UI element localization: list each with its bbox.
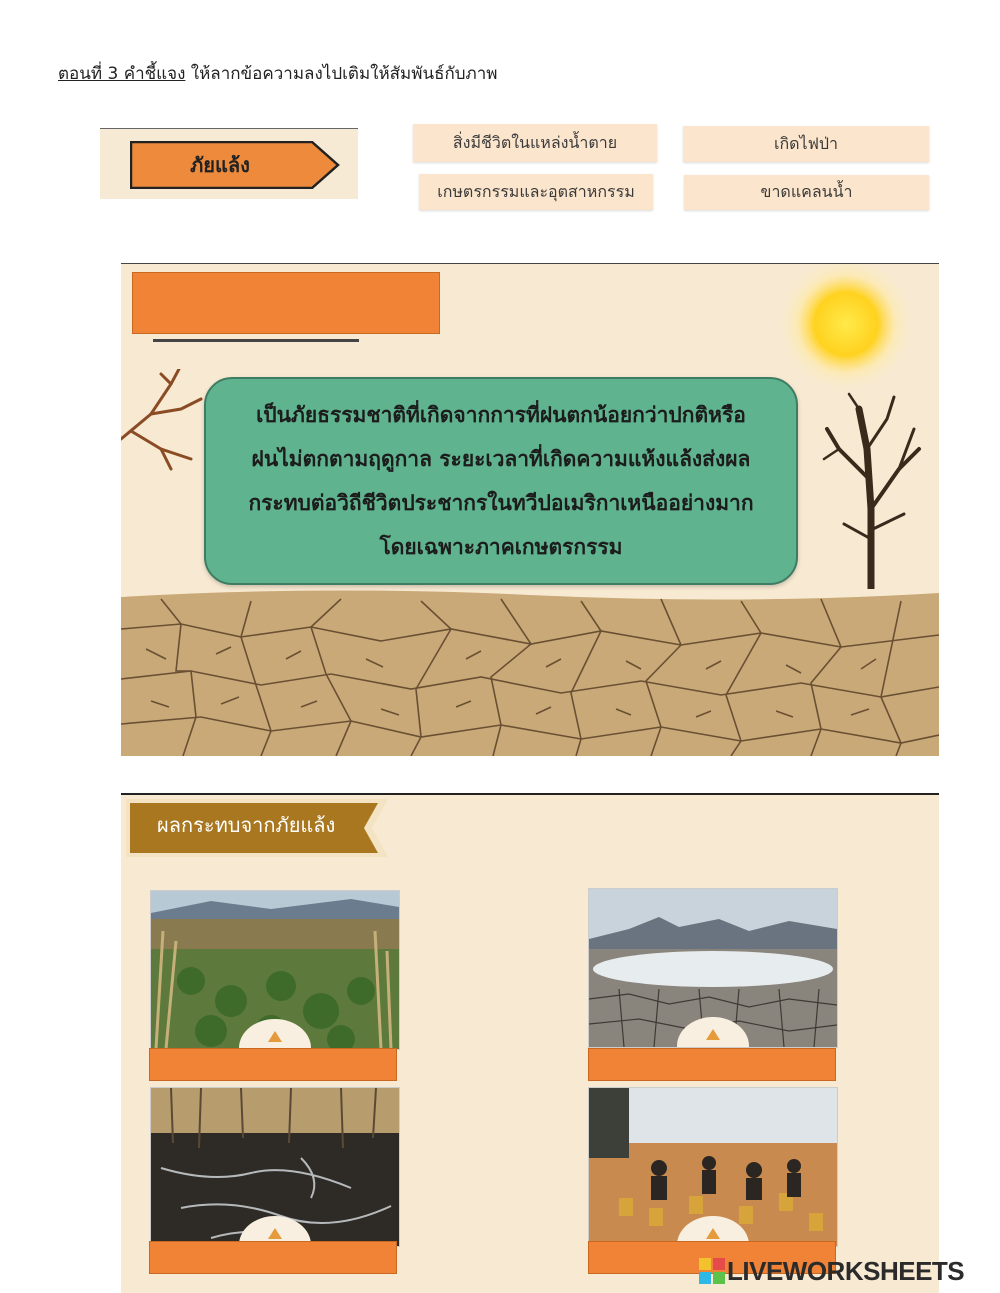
drought-description-box [204, 377, 798, 585]
description-line: เป็นภัยธรรมชาติที่เกิดจากการที่ฝนตกน้อยกว่าปกติหรือ [256, 403, 746, 427]
instruction-text [58, 60, 498, 87]
logo-text: LIVEWORKSHEETS [727, 1255, 965, 1286]
dried-lake-photo [588, 888, 838, 1048]
answer-option-label: ขาดแคลนน้ำ [760, 182, 853, 201]
description-line: กระทบต่อวิถีชีวิตประชากรในทวีปอเมริกาเหนืออย่างมาก [248, 491, 754, 515]
liveworksheets-logo [697, 1255, 997, 1287]
answer-drop-zone[interactable] [132, 272, 440, 334]
water-queue-photo [588, 1087, 838, 1247]
dry-crops-photo [150, 890, 400, 1050]
title-card [100, 128, 358, 199]
drought-effects-slide [121, 793, 939, 1293]
answer-option-label: เกษตรกรรมและอุตสาหกรรม [437, 181, 635, 201]
answer-drop-zone[interactable] [149, 1241, 397, 1274]
banner-title: ผลกระทบจากภัยแล้ง [157, 813, 336, 837]
up-arrow-icon [706, 1029, 720, 1040]
answer-option[interactable] [413, 124, 657, 162]
liveworksheets-logo-icon [697, 1256, 727, 1286]
description-line: ฝนไม่ตกตามฤดูกาล ระยะเวลาที่เกิดความแห้งแล้งส่งผล [251, 447, 751, 471]
answer-drop-zone[interactable] [149, 1048, 397, 1081]
sun-icon [761, 264, 931, 394]
description-line: โดยเฉพาะภาคเกษตรกรรม [379, 535, 623, 559]
title-underline [153, 339, 359, 342]
answer-option-label: สิ่งมีชีวิตในแหล่งน้ำตาย [452, 132, 618, 152]
answer-drop-zone[interactable] [588, 1048, 836, 1081]
cracked-ground-image [121, 589, 939, 756]
dead-tree-icon [819, 389, 929, 594]
dead-branch-icon [121, 369, 206, 479]
answer-option[interactable] [683, 126, 929, 162]
title-card-label: ภัยแล้ง [190, 153, 250, 177]
answer-option[interactable] [419, 174, 653, 210]
answer-option-label: เกิดไฟป่า [773, 133, 839, 153]
up-arrow-icon [706, 1228, 720, 1239]
burnt-forest-photo [150, 1087, 400, 1247]
up-arrow-icon [268, 1228, 282, 1239]
answer-option[interactable] [684, 175, 929, 210]
instruction-body: ให้ลากข้อความลงไปเติมให้สัมพันธ์กับภาพ [185, 64, 498, 84]
up-arrow-icon [268, 1031, 282, 1042]
instruction-label: ตอนที่ 3 คำชี้แจง [58, 64, 186, 84]
drought-slide [121, 263, 939, 756]
